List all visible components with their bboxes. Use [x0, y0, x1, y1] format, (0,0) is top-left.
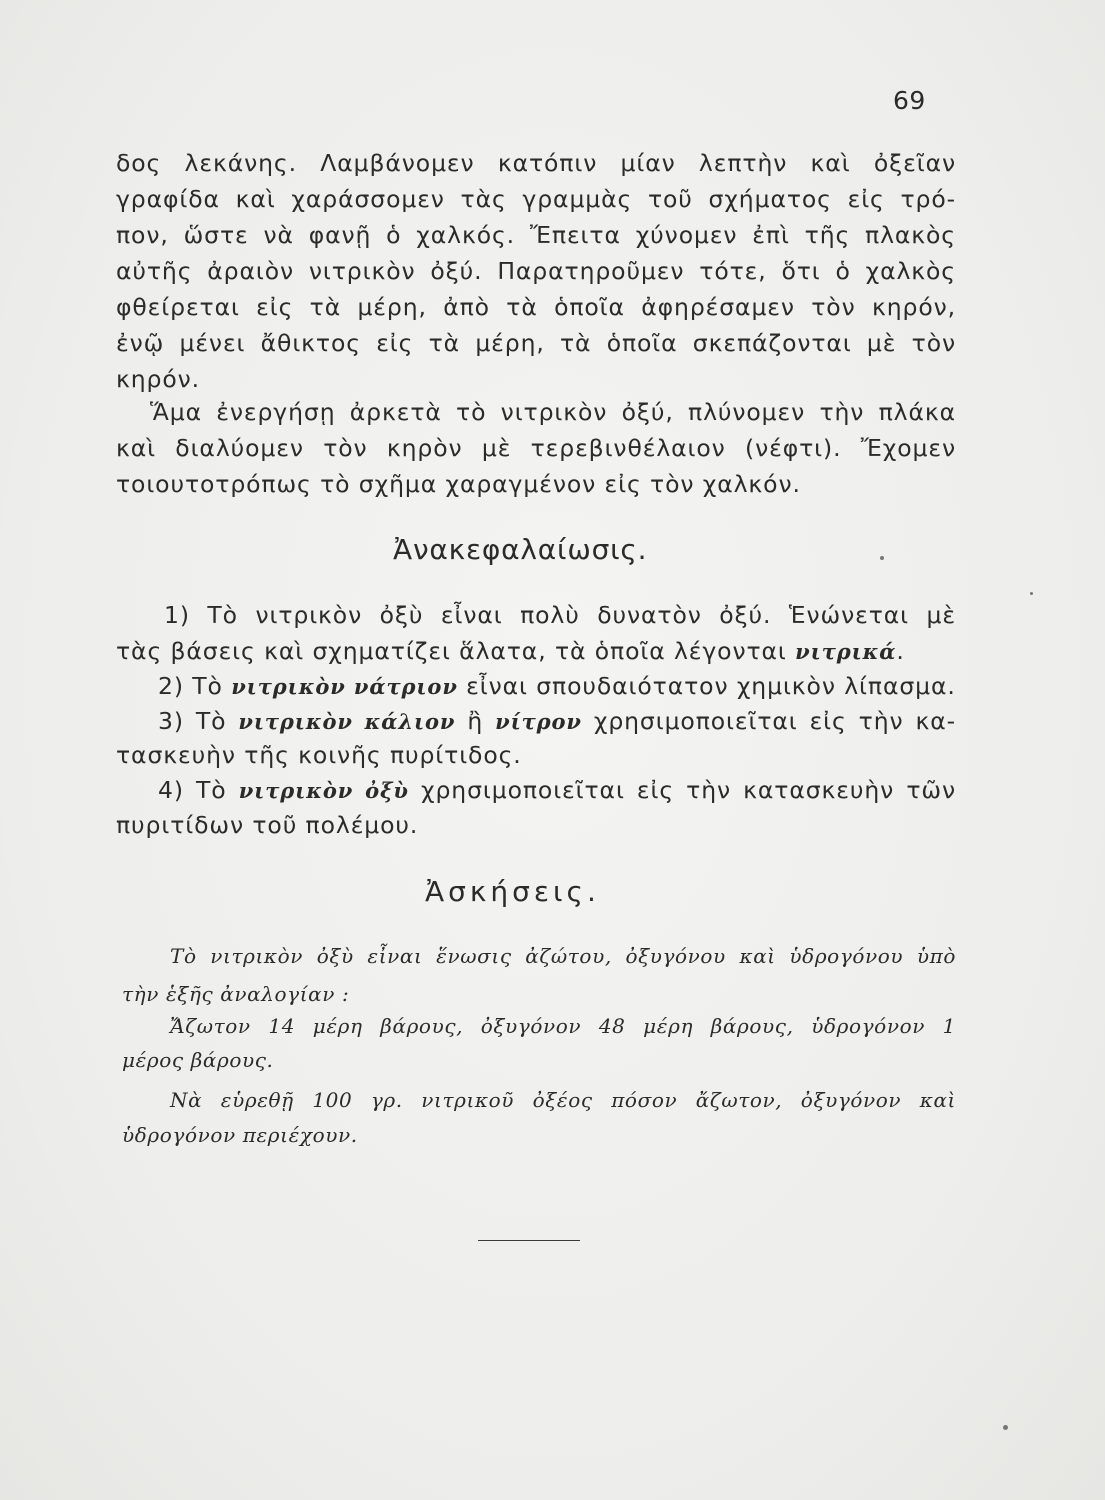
exercise-line: μέρος βάρους.: [122, 1048, 274, 1072]
summary-item-continued: τὰς βάσεις καὶ σχηματίζει ἅλατα, τὰ ὁποῖα λέγονται νιτρικά.: [116, 637, 905, 665]
text-line: φθείρεται εἰς τὰ μέρη, ἀπὸ τὰ ὁποῖα ἀφηρέσαμεν τὸν κηρόν,: [116, 293, 956, 321]
exercise-line: ὑδρογόνον περιέχουν.: [122, 1123, 358, 1147]
summary-item-continued: πυριτίδων τοῦ πολέμου.: [116, 811, 419, 839]
summary-heading: Ἀνακεφαλαίωσις.: [393, 533, 648, 566]
exercise-line: Τὸ νιτρικὸν ὀξὺ εἶναι ἕνωσις ἀζώτου, ὀξυγόνου καὶ ὑδρογόνου ὑπὸ: [170, 944, 956, 968]
text-line: γραφίδα καὶ χαράσσομεν τὰς γραμμὰς τοῦ σχήματος εἰς τρό-: [116, 185, 956, 213]
text-line: κηρόν.: [116, 365, 201, 393]
summary-item: 3) Τὸ νιτρικὸν κάλιον ἢ νίτρον χρησιμοποιεῖται εἰς τὴν κα-: [158, 707, 956, 735]
exercises-heading: Ἀσκήσεις.: [425, 875, 600, 908]
text-line: τοιουτοτρόπως τὸ σχῆμα χαραγμένον εἰς τὸν χαλκόν.: [116, 470, 801, 498]
exercise-line: τὴν ἑξῆς ἀναλογίαν :: [122, 982, 350, 1006]
summary-item-continued: τασκευὴν τῆς κοινῆς πυρίτιδος.: [116, 741, 522, 769]
end-rule: [478, 1240, 580, 1241]
print-speck: [1003, 1425, 1008, 1430]
print-speck: [880, 556, 884, 560]
text-line: πον, ὥστε νὰ φανῇ ὁ χαλκός. Ἔπειτα χύνομεν ἐπὶ τῆς πλακὸς: [116, 221, 956, 249]
summary-item: 1) Τὸ νιτρικὸν ὀξὺ εἶναι πολὺ δυνατὸν ὀξύ. Ἑνώνεται μὲ: [164, 601, 956, 629]
text-line: αὐτῆς ἀραιὸν νιτρικὸν ὀξύ. Παρατηροῦμεν τότε, ὅτι ὁ χαλκὸς: [116, 257, 956, 285]
text-line: Ἅμα ἐνεργήσῃ ἀρκετὰ τὸ νιτρικὸν ὀξύ, πλύνομεν τὴν πλάκα: [150, 398, 956, 426]
summary-item: 4) Τὸ νιτρικὸν ὀξὺ χρησιμοποιεῖται εἰς τὴν κατασκευὴν τῶν: [158, 776, 956, 804]
text-line: δος λεκάνης. Λαμβάνομεν κατόπιν μίαν λεπτὴν καὶ ὀξεῖαν: [116, 149, 956, 177]
exercise-line: Νὰ εὑρεθῇ 100 γρ. νιτρικοῦ ὀξέος πόσον ἄζωτον, ὀξυγόνον καὶ: [170, 1088, 956, 1112]
page-number: 69: [893, 86, 926, 115]
text-line: καὶ διαλύομεν τὸν κηρὸν μὲ τερεβινθέλαιον (νέφτι). Ἔχομεν: [116, 434, 956, 462]
print-speck: [1030, 592, 1033, 595]
summary-item: 2) Τὸ νιτρικὸν νάτριον εἶναι σπουδαιότατον χημικὸν λίπασμα.: [158, 672, 956, 700]
text-line: ἐνῷ μένει ἄθικτος εἰς τὰ μέρη, τὰ ὁποῖα σκεπάζονται μὲ τὸν: [116, 329, 956, 357]
exercise-line: Ἄζωτον 14 μέρη βάρους, ὀξυγόνον 48 μέρη βάρους, ὑδρογόνον 1: [170, 1014, 956, 1038]
